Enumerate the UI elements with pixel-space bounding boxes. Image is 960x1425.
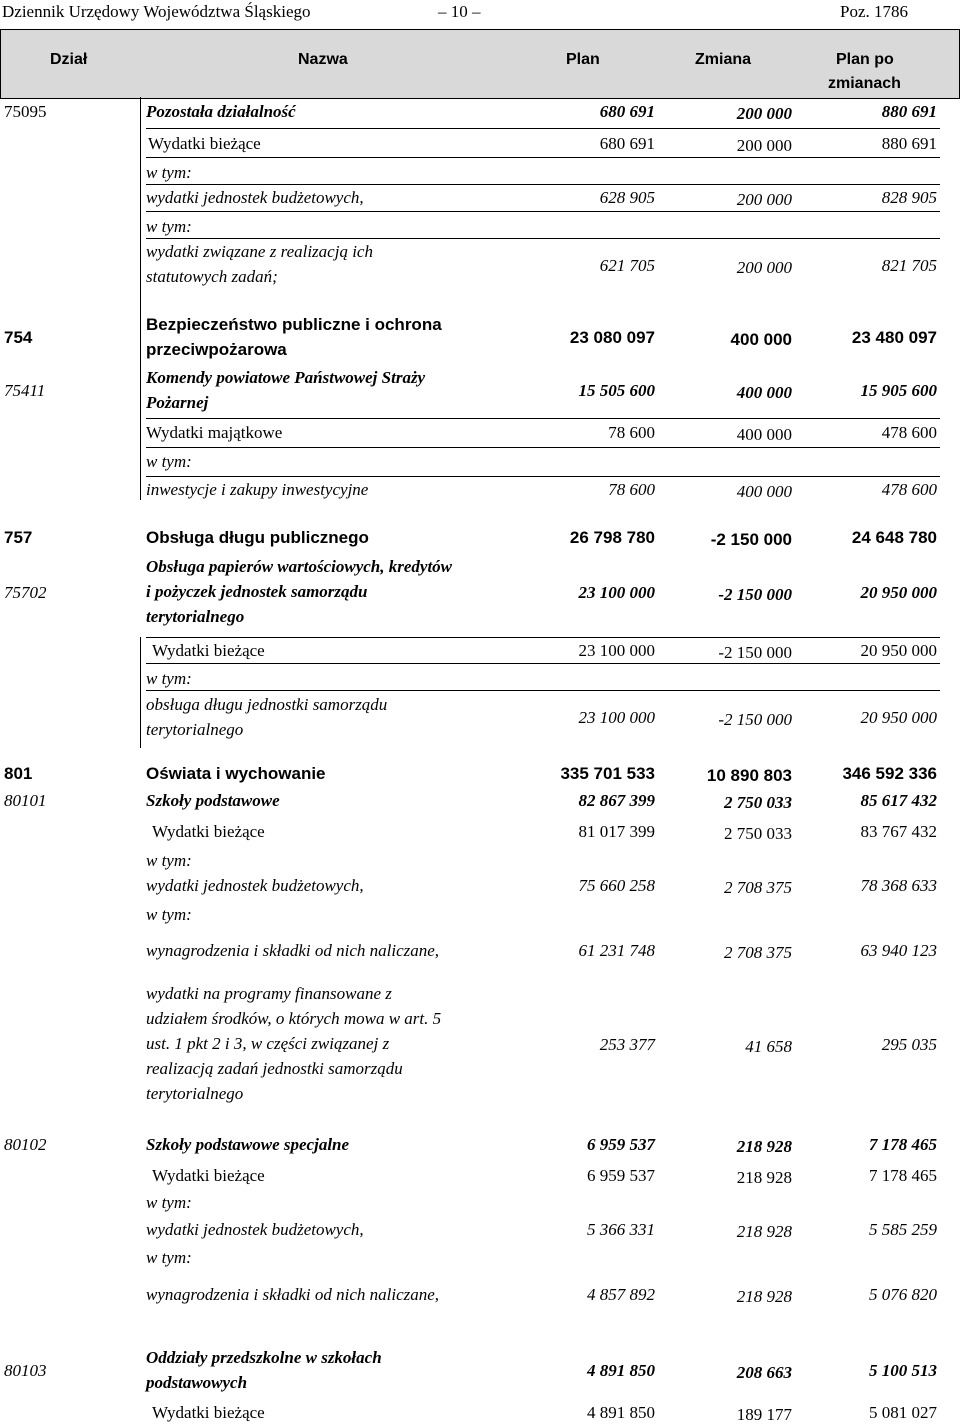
- row-divider: [146, 211, 940, 212]
- row-name: podstawowych: [146, 1373, 248, 1392]
- row-plan-po-value: 7 178 465: [869, 1166, 937, 1185]
- row-zmiana-value: 208 663: [736, 1363, 792, 1382]
- row-name: w tym:: [146, 1248, 192, 1267]
- row-plan-value: 335 701 533: [560, 764, 655, 783]
- row-zmiana-value: 200 000: [736, 258, 792, 277]
- row-plan-value: 621 705: [599, 256, 655, 275]
- row-name: w tym:: [146, 905, 192, 924]
- column-header-zmianach: zmianach: [828, 75, 901, 92]
- row-plan-po-value: 20 950 000: [860, 583, 937, 602]
- row-code: 75411: [4, 381, 46, 400]
- row-code: 801: [4, 764, 33, 783]
- row-zmiana-value: 41 658: [745, 1037, 792, 1056]
- row-code: 80101: [4, 791, 47, 810]
- journal-title: Dziennik Urzędowy Województwa Śląskiego: [2, 2, 311, 21]
- row-name: wydatki jednostek budżetowych,: [146, 188, 364, 207]
- column-header-dzial: Dział: [50, 51, 88, 68]
- row-plan-po-value: 828 905: [881, 188, 937, 207]
- row-name: w tym:: [146, 217, 192, 236]
- row-plan-po-value: 85 617 432: [860, 791, 937, 810]
- row-name: Obsługa długu publicznego: [146, 528, 369, 547]
- row-zmiana-value: -2 150 000: [718, 643, 792, 662]
- row-zmiana-value: 2 708 375: [724, 878, 792, 897]
- row-name: Komendy powiatowe Państwowej Straży: [146, 368, 426, 387]
- row-plan-po-value: 346 592 336: [842, 764, 937, 783]
- row-plan-po-value: 24 648 780: [851, 528, 937, 547]
- row-zmiana-value: 218 928: [736, 1168, 792, 1187]
- row-plan-value: 23 100 000: [578, 708, 655, 727]
- column-divider: [140, 97, 141, 500]
- row-name: Wydatki bieżące: [152, 1403, 265, 1422]
- row-name: Pozostała działalność: [146, 102, 296, 121]
- row-name: w tym:: [146, 669, 192, 688]
- row-plan-po-value: 23 480 097: [851, 328, 937, 347]
- row-zmiana-value: 400 000: [736, 425, 792, 444]
- row-name: wynagrodzenia i składki od nich naliczane,: [146, 1285, 440, 1304]
- row-plan-value: 23 100 000: [578, 583, 655, 602]
- row-divider: [146, 238, 940, 239]
- row-plan-value: 82 867 399: [578, 791, 655, 810]
- row-name: terytorialnego: [146, 1084, 244, 1103]
- page-number: – 10 –: [438, 2, 481, 21]
- row-plan-value: 4 857 892: [587, 1285, 655, 1304]
- row-name: wynagrodzenia i składki od nich naliczane,: [146, 941, 440, 960]
- row-divider: [146, 157, 940, 158]
- row-plan-po-value: 5 081 027: [869, 1403, 937, 1422]
- row-zmiana-value: 218 928: [736, 1222, 792, 1241]
- row-divider: [146, 663, 940, 664]
- row-plan-po-value: 7 178 465: [869, 1135, 937, 1154]
- row-divider: [146, 184, 940, 185]
- row-plan-value: 81 017 399: [578, 822, 655, 841]
- row-plan-value: 680 691: [599, 134, 655, 153]
- row-name: wydatki związane z realizacją ich: [146, 242, 373, 261]
- row-name: Wydatki bieżące: [152, 641, 265, 660]
- position-number: Poz. 1786: [840, 2, 908, 21]
- row-code: 757: [4, 528, 33, 547]
- row-name: w tym:: [146, 163, 192, 182]
- row-plan-po-value: 63 940 123: [860, 941, 937, 960]
- row-zmiana-value: 400 000: [736, 482, 792, 501]
- row-plan-value: 23 080 097: [569, 328, 655, 347]
- row-plan-po-value: 5 585 259: [869, 1220, 937, 1239]
- row-plan-value: 78 600: [608, 423, 655, 442]
- row-zmiana-value: 189 177: [736, 1405, 792, 1424]
- row-code: 75095: [4, 102, 47, 121]
- row-plan-value: 628 905: [599, 188, 655, 207]
- row-name: wydatki jednostek budżetowych,: [146, 876, 364, 895]
- row-name: wydatki na programy finansowane z: [146, 984, 392, 1003]
- row-name: ust. 1 pkt 2 i 3, w części związanej z: [146, 1034, 390, 1053]
- row-plan-value: 75 660 258: [578, 876, 655, 895]
- row-plan-value: 253 377: [599, 1035, 655, 1054]
- column-divider: [140, 637, 141, 748]
- row-name: Obsługa papierów wartościowych, kredytów: [146, 557, 453, 576]
- row-zmiana-value: 200 000: [736, 136, 792, 155]
- row-zmiana-value: 200 000: [736, 190, 792, 209]
- row-name: w tym:: [146, 1193, 192, 1212]
- row-name: Wydatki bieżące: [148, 134, 261, 153]
- row-name: obsługa długu jednostki samorządu: [146, 695, 388, 714]
- row-name: Bezpieczeństwo publiczne i ochrona: [146, 315, 442, 334]
- row-plan-po-value: 5 076 820: [869, 1285, 937, 1304]
- row-code: 754: [4, 328, 33, 347]
- row-divider: [146, 637, 940, 638]
- row-zmiana-value: 10 890 803: [706, 766, 792, 785]
- row-name: udziałem środków, o których mowa w art. 5: [146, 1009, 442, 1028]
- row-zmiana-value: -2 150 000: [718, 710, 792, 729]
- row-plan-value: 4 891 850: [587, 1403, 655, 1422]
- row-name: Oddziały przedszkolne w szkołach: [146, 1348, 382, 1367]
- row-plan-po-value: 880 691: [881, 134, 937, 153]
- row-zmiana-value: -2 150 000: [718, 585, 792, 604]
- row-plan-po-value: 5 100 513: [869, 1361, 937, 1380]
- row-name: Szkoły podstawowe specjalne: [146, 1135, 350, 1154]
- table-header: [0, 29, 960, 99]
- row-plan-po-value: 478 600: [881, 423, 937, 442]
- row-zmiana-value: 2 708 375: [724, 943, 792, 962]
- row-zmiana-value: 400 000: [730, 330, 792, 349]
- row-name: inwestycje i zakupy inwestycyjne: [146, 480, 369, 499]
- row-zmiana-value: 218 928: [736, 1287, 792, 1306]
- row-zmiana-value: 2 750 033: [724, 793, 792, 812]
- row-divider: [146, 447, 940, 448]
- row-plan-po-value: 880 691: [881, 102, 937, 121]
- row-name: Oświata i wychowanie: [146, 764, 326, 783]
- row-plan-po-value: 20 950 000: [860, 641, 937, 660]
- row-plan-po-value: 20 950 000: [860, 708, 937, 727]
- row-plan-value: 680 691: [599, 102, 655, 121]
- row-plan-po-value: 83 767 432: [860, 822, 937, 841]
- row-name: Pożarnej: [146, 393, 209, 412]
- row-divider: [146, 128, 940, 129]
- row-plan-po-value: 295 035: [881, 1035, 937, 1054]
- row-name: statutowych zadań;: [146, 267, 278, 286]
- row-plan-value: 5 366 331: [587, 1220, 655, 1239]
- row-name: przeciwpożarowa: [146, 340, 287, 359]
- column-header-nazwa: Nazwa: [298, 51, 348, 68]
- row-plan-value: 61 231 748: [578, 941, 655, 960]
- row-name: wydatki jednostek budżetowych,: [146, 1220, 364, 1239]
- row-divider: [146, 690, 940, 691]
- row-code: 80102: [4, 1135, 47, 1154]
- row-divider: [146, 476, 940, 477]
- row-name: terytorialnego: [146, 607, 245, 626]
- row-plan-value: 15 505 600: [578, 381, 655, 400]
- row-plan-value: 26 798 780: [569, 528, 655, 547]
- row-plan-po-value: 78 368 633: [860, 876, 937, 895]
- row-name: i pożyczek jednostek samorządu: [146, 582, 368, 601]
- row-code: 75702: [4, 583, 47, 602]
- row-name: Wydatki bieżące: [152, 1166, 265, 1185]
- row-plan-value: 6 959 537: [587, 1135, 655, 1154]
- row-code: 80103: [4, 1361, 47, 1380]
- row-zmiana-value: -2 150 000: [710, 530, 792, 549]
- row-plan-po-value: 478 600: [881, 480, 937, 499]
- column-header-plan: Plan: [566, 51, 600, 68]
- row-plan-value: 4 891 850: [587, 1361, 655, 1380]
- row-zmiana-value: 200 000: [736, 104, 792, 123]
- row-plan-value: 23 100 000: [578, 641, 655, 660]
- row-name: Szkoły podstawowe: [146, 791, 280, 810]
- row-name: w tym:: [146, 851, 192, 870]
- row-plan-value: 6 959 537: [587, 1166, 655, 1185]
- row-zmiana-value: 2 750 033: [724, 824, 792, 843]
- row-plan-po-value: 821 705: [881, 256, 937, 275]
- row-plan-po-value: 15 905 600: [860, 381, 937, 400]
- row-name: w tym:: [146, 452, 192, 471]
- row-zmiana-value: 218 928: [736, 1137, 792, 1156]
- row-plan-value: 78 600: [608, 480, 655, 499]
- column-header-zmiana: Zmiana: [695, 51, 752, 68]
- row-zmiana-value: 400 000: [736, 383, 792, 402]
- row-name: Wydatki majątkowe: [146, 423, 283, 442]
- row-name: Wydatki bieżące: [152, 822, 265, 841]
- column-header-plan-po: Plan po: [836, 51, 894, 68]
- row-divider: [146, 418, 940, 419]
- row-name: realizacją zadań jednostki samorządu: [146, 1059, 403, 1078]
- row-name: terytorialnego: [146, 720, 244, 739]
